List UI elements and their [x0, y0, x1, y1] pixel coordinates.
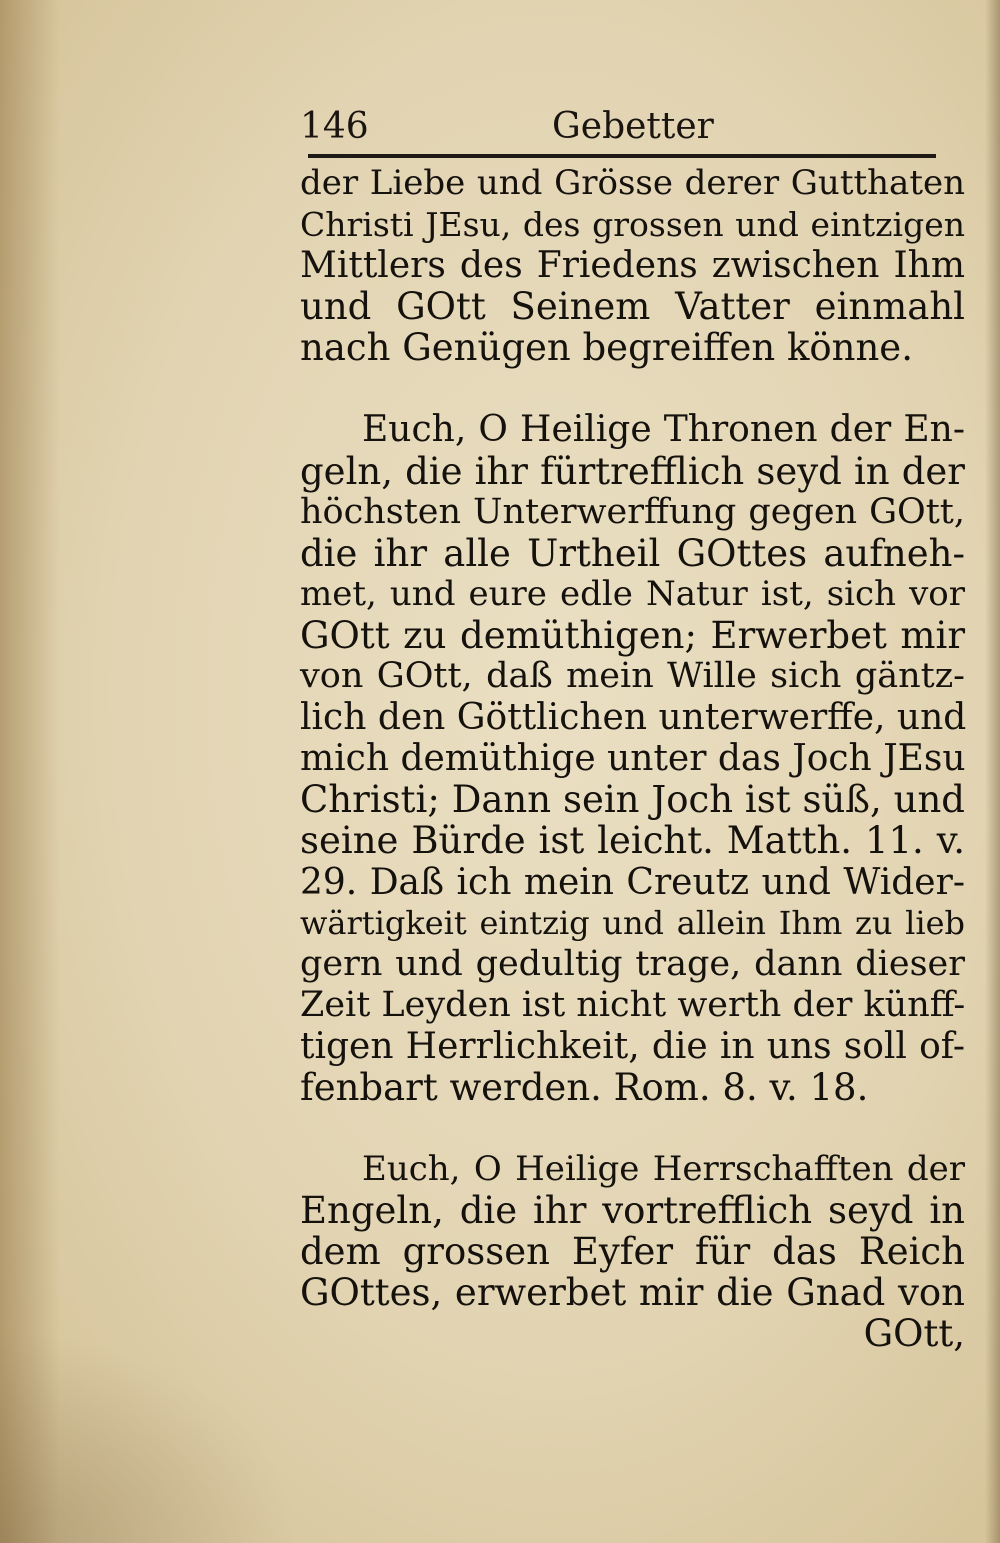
- paper-stain: [0, 1330, 300, 1543]
- text-line: Mittlers des Friedens zwischen Ihm: [300, 245, 965, 287]
- text-line: dem grossen Eyfer für das Reich: [300, 1230, 965, 1274]
- text-line: der Liebe und Grösse derer Gutthaten: [300, 163, 965, 203]
- body-text: [300, 163, 965, 1355]
- text-line: die ihr alle Urtheil GOttes aufneh-: [300, 531, 965, 575]
- text-line: mich demüthige unter das Joch JEsu: [300, 738, 966, 780]
- paragraph-gap: [300, 1108, 965, 1149]
- text-line: Euch, O Heilige Herrschafften der: [362, 1149, 965, 1190]
- text-line: wärtigkeit eintzig und allein Ihm zu lieb: [300, 903, 965, 942]
- text-line: 29. Daß ich mein Creutz und Wider-: [300, 861, 965, 903]
- text-line: höchsten Unterwerffung gegen GOtt,: [300, 491, 965, 532]
- text-line: met, und eure edle Natur ist, sich vor: [300, 573, 965, 614]
- running-head: Gebetter: [552, 106, 714, 147]
- text-line: fenbart werden. Rom. 8. v. 18.: [300, 1065, 869, 1109]
- text-line: von GOtt, daß mein Wille sich gäntz-: [300, 656, 965, 697]
- text-line: Euch, O Heilige Thronen der En-: [362, 409, 965, 451]
- text-line: seine Bürde ist leicht. Matth. 11. v.: [300, 819, 965, 863]
- catchword: GOtt,: [863, 1312, 965, 1356]
- page-edge-shadow: [985, 0, 1000, 1543]
- text-line: Zeit Leyden ist nicht werth der künff-: [300, 984, 966, 1025]
- text-line: Christi JEsu, des grossen und eintzigen: [300, 205, 965, 245]
- text-line: lich den Göttlichen unterwerffe, und: [300, 697, 967, 739]
- text-line: tigen Herrlichkeit, die in uns soll of-: [300, 1025, 965, 1067]
- text-line: Christi; Dann sein Joch ist süß, und: [300, 778, 965, 822]
- text-line: GOtt zu demüthigen; Erwerbet mir: [300, 613, 965, 657]
- header-rule: [308, 154, 936, 158]
- paragraph-gap: [300, 368, 965, 409]
- text-line: geln, die ihr fürtrefflich seyd in der: [300, 449, 965, 493]
- page-header: [300, 100, 940, 160]
- text-line: gern und gedultig trage, dann dieser: [300, 943, 965, 984]
- text-line: GOttes, erwerbet mir die Gnad von: [300, 1271, 965, 1315]
- text-line: nach Genügen begreiffen könne.: [300, 326, 913, 370]
- text-line: Engeln, die ihr vortrefflich seyd in: [300, 1189, 965, 1233]
- binding-shadow: [0, 0, 60, 1543]
- text-line: und GOtt Seinem Vatter einmahl: [300, 285, 965, 329]
- page-number: 146: [300, 106, 369, 147]
